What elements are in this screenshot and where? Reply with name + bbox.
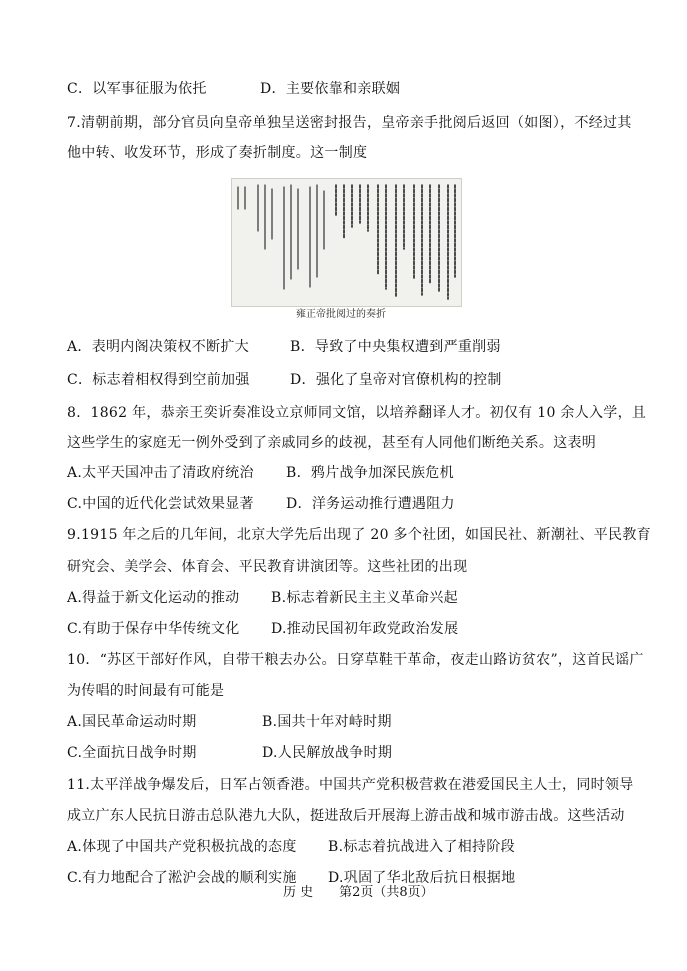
q11-stem-line1: 11.太平洋战争爆发后，日军占领香港。中国共产党积极营救在港爱国民主人士，同时领导 bbox=[67, 777, 634, 793]
q10-stem-line2: 为传唱的时间最有可能是 bbox=[67, 683, 225, 699]
q9-stem-line2: 研究会、美学会、体育会、平民教育讲演团等。这些社团的出现 bbox=[67, 559, 468, 575]
memorial-figure bbox=[231, 178, 462, 307]
q6-option-d: D．主要依靠和亲联姻 bbox=[260, 81, 401, 97]
figure-caption: 雍正帝批阅过的奏折 bbox=[296, 309, 386, 320]
q7-option-c: C．标志着相权得到空前加强 bbox=[67, 372, 250, 388]
q9-option-d: D.推动民国初年政党政治发展 bbox=[271, 621, 459, 637]
q10-option-b: B.国共十年对峙时期 bbox=[262, 714, 392, 730]
q10-stem-line1: 10．“苏区干部好作风，自带干粮去办公。日穿草鞋干革命，夜走山路访贫农”，这首民谣广 bbox=[67, 652, 644, 668]
q11-option-c: C.有力地配合了淞沪会战的顺利实施 bbox=[67, 870, 297, 886]
q10-option-a: A.国民革命运动时期 bbox=[67, 714, 197, 730]
q11-stem-line2: 成立广东人民抗日游击总队港九大队，挺进敌后开展海上游击战和城市游击战。这些活动 bbox=[67, 808, 625, 824]
memorial-image bbox=[232, 179, 461, 306]
q8-stem-line1: 8．1862 年，恭亲王奕䜣奏准设立京师同文馆，以培养翻译人才。初仅有 10 余人入学，且 bbox=[67, 405, 647, 421]
q6-option-c: C．以军事征服为依托 bbox=[67, 81, 207, 97]
q7-option-a: A．表明内阁决策权不断扩大 bbox=[67, 339, 250, 355]
q8-option-b: B．鸦片战争加深民族危机 bbox=[286, 465, 454, 481]
q9-option-c: C.有助于保存中华传统文化 bbox=[67, 621, 240, 637]
q8-stem-line2: 这些学生的家庭无一例外受到了亲戚同乡的歧视，甚至有人同他们断绝关系。这表明 bbox=[67, 435, 597, 451]
q10-option-d: D.人民解放战争时期 bbox=[262, 745, 393, 761]
q10-option-c: C.全面抗日战争时期 bbox=[67, 745, 197, 761]
q8-option-d: D．洋务运动推行遭遇阻力 bbox=[286, 496, 455, 512]
q7-stem-line2: 他中转、收发环节，形成了奏折制度。这一制度 bbox=[67, 145, 368, 161]
page-footer: 历 史 第2页（共8页） bbox=[283, 885, 434, 900]
q7-option-b: B．导致了中央集权遭到严重削弱 bbox=[290, 339, 501, 355]
q9-option-a: A.得益于新文化运动的推动 bbox=[67, 590, 240, 606]
q9-option-b: B.标志着新民主主义革命兴起 bbox=[271, 590, 458, 606]
q9-stem-line1: 9.1915 年之后的几年间，北京大学先后出现了 20 多个社团，如国民社、新潮社、平民教育 bbox=[67, 527, 651, 543]
q7-option-d: D．强化了皇帝对官僚机构的控制 bbox=[290, 372, 502, 388]
q11-option-a: A.体现了中国共产党积极抗战的态度 bbox=[67, 839, 297, 855]
q8-option-c: C.中国的近代化尝试效果显著 bbox=[67, 496, 254, 512]
q8-option-a: A.太平天国冲击了清政府统治 bbox=[67, 465, 254, 481]
q11-option-d: D.巩固了华北敌后抗日根据地 bbox=[328, 870, 516, 886]
q7-stem-line1: 7.清朝前期，部分官员向皇帝单独呈送密封报告，皇帝亲手批阅后返回（如图），不经过其 bbox=[67, 115, 632, 131]
q11-option-b: B.标志着抗战进入了相持阶段 bbox=[328, 839, 515, 855]
